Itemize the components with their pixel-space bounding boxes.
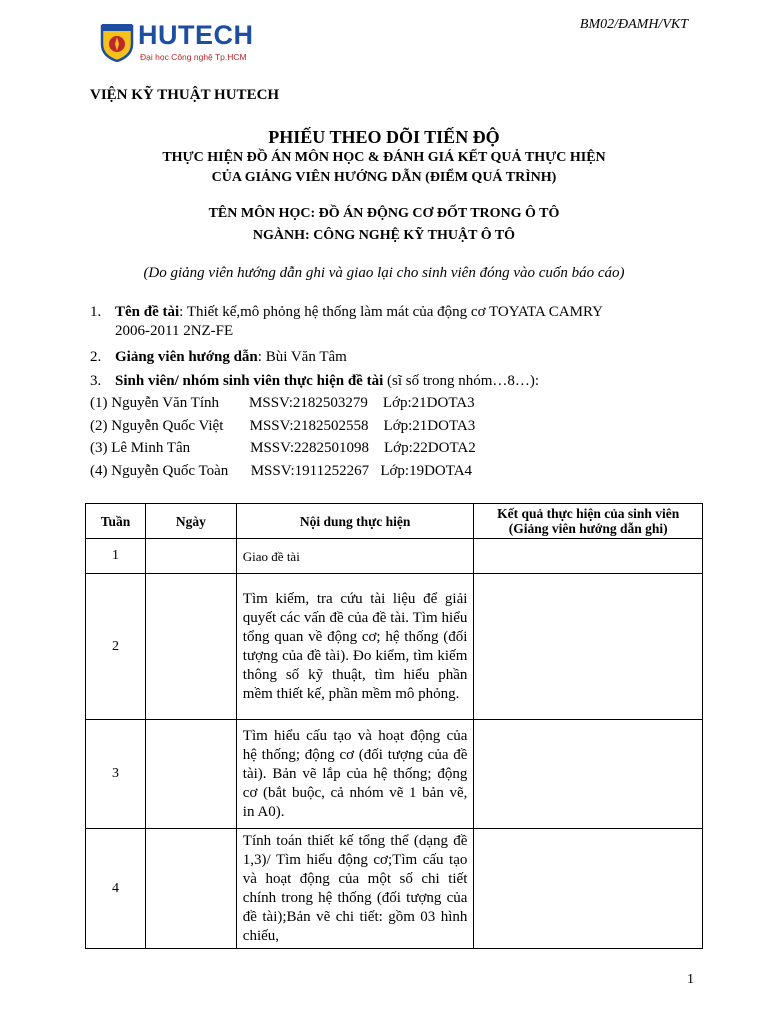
table-header-row xyxy=(86,504,703,539)
content-cell: Tìm hiểu cấu tạo và hoạt động của hệ thống; động cơ (đối tượng của đề tài). Bản vẽ lắp của hệ thống; động cơ (bắt buộc, cả nhóm vẽ 1 bản vẽ, in A0). xyxy=(236,720,474,829)
supervisor-value: : Bùi Văn Tâm xyxy=(257,349,347,365)
header-content: Nội dung thực hiện xyxy=(236,504,474,539)
date-cell[interactable] xyxy=(145,574,236,720)
header-result: Kết quả thực hiện của sinh viên (Giảng viên hướng dẫn ghi) xyxy=(474,504,703,539)
week-cell: 2 xyxy=(86,574,146,720)
topic-label: Tên đề tài xyxy=(115,304,180,320)
form-code: BM02/ĐAMH/VKT xyxy=(579,17,688,32)
week-cell: 4 xyxy=(86,829,146,949)
header-date: Ngày xyxy=(145,504,236,539)
date-cell[interactable] xyxy=(145,539,236,574)
student-row: (2) Nguyễn Quốc Việt MSSV:2182502558 Lớp:21DOTA3 xyxy=(90,418,476,434)
date-cell[interactable] xyxy=(145,720,236,829)
topic-value: : Thiết kế,mô phỏng hệ thống làm mát của động cơ TOYATA CAMRY xyxy=(179,304,603,320)
result-cell[interactable] xyxy=(474,829,703,949)
result-cell[interactable] xyxy=(474,720,703,829)
page-number: 1 xyxy=(687,972,694,987)
title-line-3: CỦA GIẢNG VIÊN HƯỚNG DẪN (ĐIỂM QUÁ TRÌNH) xyxy=(211,170,557,185)
content-cell: Giao đề tài xyxy=(236,539,474,574)
table-row xyxy=(86,539,703,574)
hutech-shield-icon xyxy=(100,22,134,62)
logo-text: HUTECH xyxy=(138,20,254,50)
header-week: Tuần xyxy=(86,504,146,539)
course-name: TÊN MÔN HỌC: ĐỒ ÁN ĐỘNG CƠ ĐỐT TRONG Ô TÔ xyxy=(208,206,560,221)
week-cell: 1 xyxy=(86,539,146,574)
table-row xyxy=(86,829,703,949)
topic-value-line2: 2006-2011 2NZ-FE xyxy=(115,323,234,339)
table-row xyxy=(86,574,703,720)
institute-name: VIỆN KỸ THUẬT HUTECH xyxy=(90,87,280,103)
major-name: NGÀNH: CÔNG NGHỆ KỸ THUẬT Ô TÔ xyxy=(252,228,516,243)
result-cell[interactable] xyxy=(474,574,703,720)
content-cell: Tìm kiếm, tra cứu tài liệu để giải quyết các vấn đề của đề tài. Tìm hiểu tổng quan về động cơ; hệ thống (đối tượng của đề tài). Đo kiểm, tìm kiếm thông số kỹ thuật, tìm hiểu phần mềm thiết kế, phần mềm mô phỏng. xyxy=(236,574,474,720)
table-row xyxy=(86,720,703,829)
instruction-note: (Do giảng viên hướng dẫn ghi và giao lại cho sinh viên đóng vào cuốn báo cáo) xyxy=(143,265,625,281)
title-line-2: THỰC HIỆN ĐỒ ÁN MÔN HỌC & ĐÁNH GIÁ KẾT QUẢ THỰC HIỆN xyxy=(162,150,606,165)
students-value: (sĩ số trong nhóm…8…): xyxy=(383,373,540,389)
supervisor-label: Giảng viên hướng dẫn xyxy=(115,349,258,365)
result-cell[interactable] xyxy=(474,539,703,574)
students-item: 3. Sinh viên/ nhóm sinh viên thực hiện đề tài (sĩ số trong nhóm…8…): xyxy=(90,373,540,389)
progress-table xyxy=(85,503,703,949)
student-row: (3) Lê Minh Tân MSSV:2282501098 Lớp:22DOTA2 xyxy=(90,440,476,456)
logo-tagline: Đại học Công nghệ Tp.HCM xyxy=(140,52,247,62)
student-row: (1) Nguyễn Văn Tính MSSV:2182503279 Lớp:21DOTA3 xyxy=(90,395,475,411)
topic-item: 1. Tên đề tài: Thiết kế,mô phỏng hệ thống làm mát của động cơ TOYATA CAMRY xyxy=(90,304,603,320)
week-cell: 3 xyxy=(86,720,146,829)
students-label: Sinh viên/ nhóm sinh viên thực hiện đề tài xyxy=(115,373,384,389)
hutech-logo xyxy=(100,22,260,64)
date-cell[interactable] xyxy=(145,829,236,949)
supervisor-item: 2. Giảng viên hướng dẫn: Bùi Văn Tâm xyxy=(90,349,347,365)
content-cell: Tính toán thiết kế tổng thể (dạng đề 1,3)/ Tìm hiểu động cơ;Tìm cấu tạo và hoạt động của một số chi tiết chính trong hệ thống (đối tượng của đề tài);Bản vẽ chi tiết: gồm 03 hình chiếu, xyxy=(236,829,474,949)
page-title: PHIẾU THEO DÕI TIẾN ĐỘ xyxy=(268,127,500,147)
student-row: (4) Nguyễn Quốc Toàn MSSV:1911252267 Lớp:19DOTA4 xyxy=(90,463,473,479)
